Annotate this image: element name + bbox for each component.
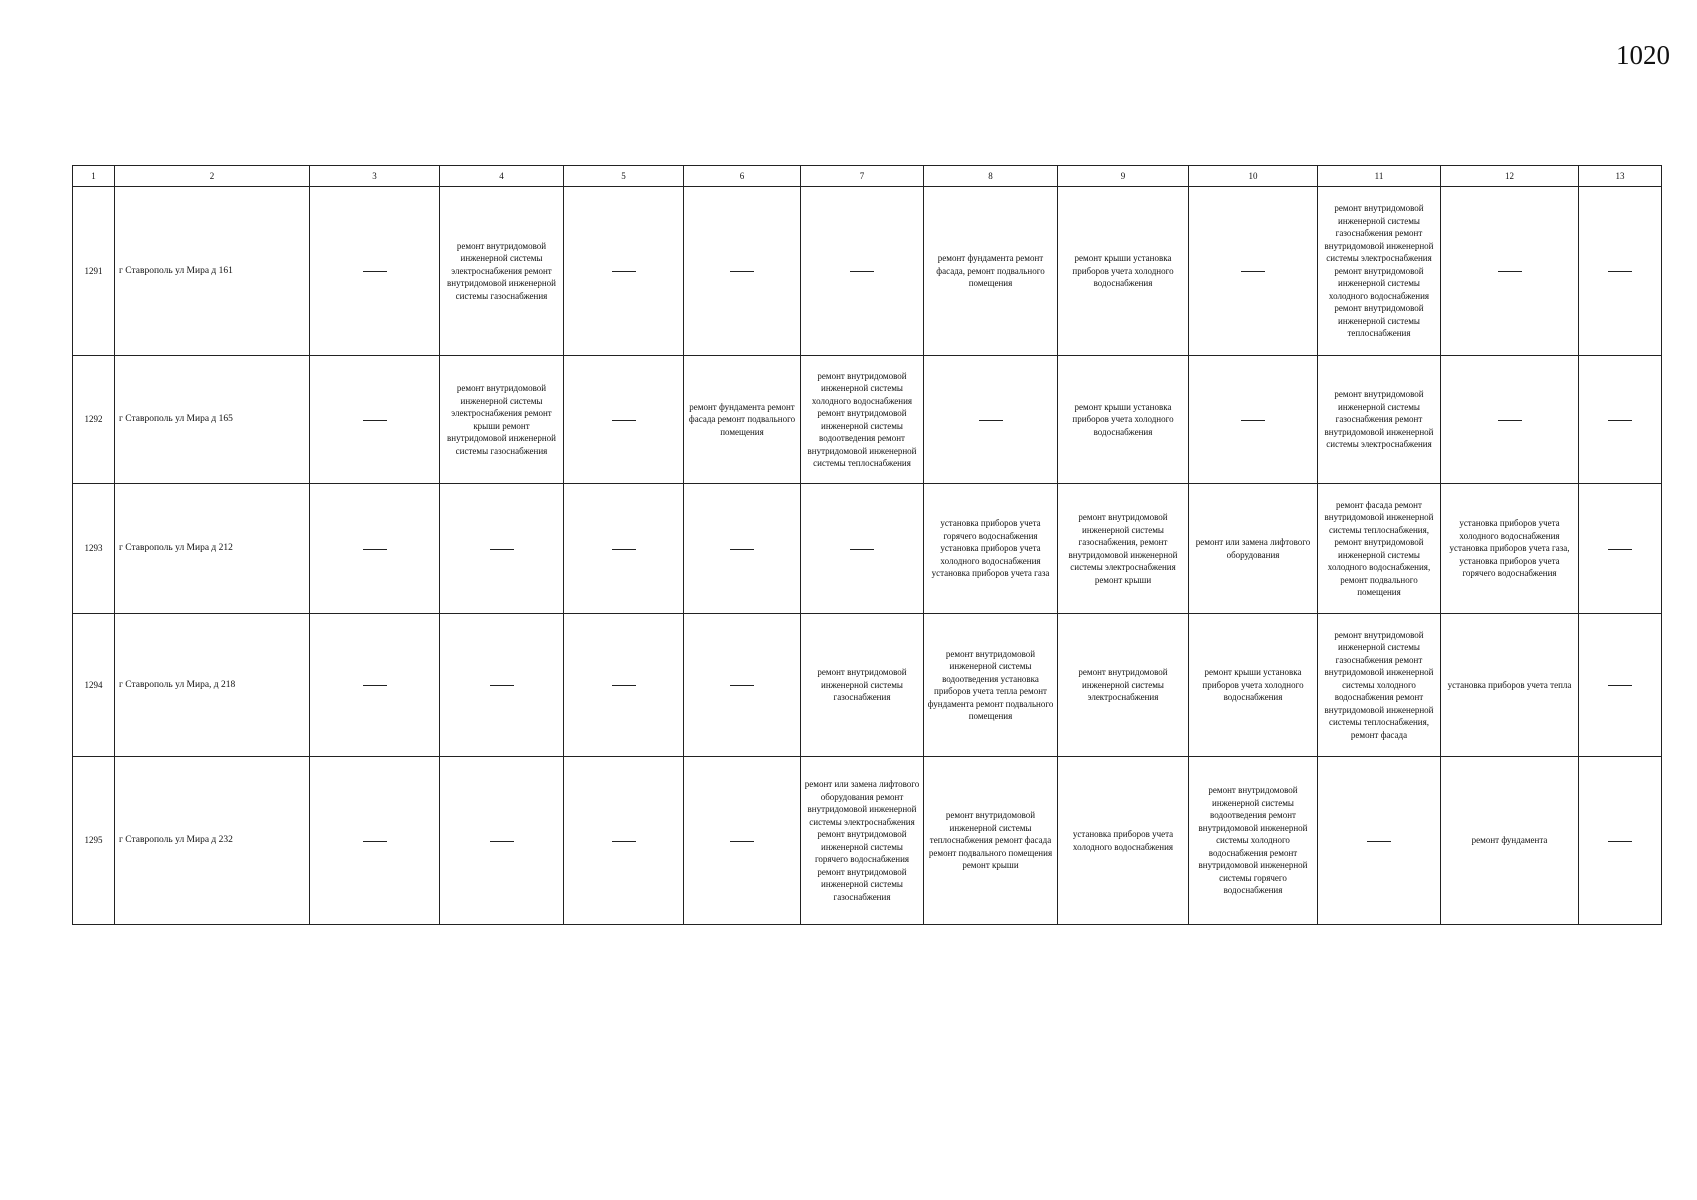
- empty-dash: [1367, 841, 1391, 842]
- empty-dash: [612, 841, 636, 842]
- cell-col-12: установка приборов учета холодного водоснабжения установка приборов учета газа, установка приборов учета горячего водоснабжения: [1441, 484, 1579, 614]
- cell-col-13: [1579, 757, 1662, 925]
- cell-col-12: ремонт фундамента: [1441, 757, 1579, 925]
- cell-col-12: [1441, 356, 1579, 484]
- column-header: 9: [1058, 166, 1189, 187]
- cell-col-8: ремонт внутридомовой инженерной системы водоотведения установка приборов учета тепла ремонт фундамента ремонт подвального помещения: [924, 614, 1058, 757]
- cell-col-4: ремонт внутридомовой инженерной системы электроснабжения ремонт крыши ремонт внутридомовой инженерной системы газоснабжения: [440, 356, 564, 484]
- cell-col-5: [564, 614, 684, 757]
- cell-col-9: ремонт внутридомовой инженерной системы газоснабжения, ремонт внутридомовой инженерной системы электроснабжения ремонт крыши: [1058, 484, 1189, 614]
- cell-col-11: ремонт внутридомовой инженерной системы газоснабжения ремонт внутридомовой инженерной системы электроснабжения ремонт внутридомовой инженерной системы холодного водоснабжения ремонт внутридомовой инженерной системы теплоснабжения: [1318, 187, 1441, 356]
- cell-col-6: [684, 614, 801, 757]
- cell-col-10: ремонт внутридомовой инженерной системы водоотведения ремонт внутридомовой инженерной системы холодного водоснабжения ремонт внутридомовой инженерной системы горячего водоснабжения: [1189, 757, 1318, 925]
- page-number: 1020: [1616, 40, 1670, 70]
- cell-col-8: ремонт внутридомовой инженерной системы теплоснабжения ремонт фасада ремонт подвального помещения ремонт крыши: [924, 757, 1058, 925]
- cell-col-7: ремонт внутридомовой инженерной системы холодного водоснабжения ремонт внутридомовой инженерной системы водоотведения ремонт внутридомовой инженерной системы теплоснабжения: [801, 356, 924, 484]
- empty-dash: [1241, 420, 1265, 421]
- cell-col-5: [564, 187, 684, 356]
- repair-schedule-table: [72, 165, 1662, 925]
- cell-col-12: [1441, 187, 1579, 356]
- empty-dash: [1241, 271, 1265, 272]
- empty-dash: [1608, 420, 1632, 421]
- empty-dash: [730, 685, 754, 686]
- empty-dash: [490, 549, 514, 550]
- column-header: 11: [1318, 166, 1441, 187]
- cell-col-4: [440, 614, 564, 757]
- cell-col-4: ремонт внутридомовой инженерной системы электроснабжения ремонт внутридомовой инженерной системы газоснабжения: [440, 187, 564, 356]
- cell-col-4: [440, 757, 564, 925]
- table-row: [73, 614, 1662, 757]
- empty-dash: [363, 549, 387, 550]
- cell-col-5: [564, 356, 684, 484]
- table-row: [73, 484, 1662, 614]
- cell-col-7: [801, 484, 924, 614]
- empty-dash: [730, 841, 754, 842]
- cell-col-6: [684, 484, 801, 614]
- empty-dash: [850, 271, 874, 272]
- column-header: 6: [684, 166, 801, 187]
- row-number: 1291: [73, 187, 115, 356]
- empty-dash: [850, 549, 874, 550]
- cell-col-10: [1189, 187, 1318, 356]
- empty-dash: [612, 549, 636, 550]
- cell-col-3: [310, 484, 440, 614]
- cell-col-13: [1579, 356, 1662, 484]
- cell-col-13: [1579, 187, 1662, 356]
- empty-dash: [490, 685, 514, 686]
- column-header: 1: [73, 166, 115, 187]
- cell-col-6: [684, 757, 801, 925]
- cell-col-8: [924, 356, 1058, 484]
- empty-dash: [1608, 271, 1632, 272]
- empty-dash: [363, 271, 387, 272]
- cell-col-9: установка приборов учета холодного водоснабжения: [1058, 757, 1189, 925]
- cell-col-11: ремонт фасада ремонт внутридомовой инженерной системы теплоснабжения, ремонт внутридомовой инженерной системы холодного водоснабжения, ремонт подвального помещения: [1318, 484, 1441, 614]
- cell-col-11: ремонт внутридомовой инженерной системы газоснабжения ремонт внутридомовой инженерной системы холодного водоснабжения ремонт внутридомовой инженерной системы теплоснабжения, ремонт фасада: [1318, 614, 1441, 757]
- column-header: 10: [1189, 166, 1318, 187]
- cell-col-9: ремонт крыши установка приборов учета холодного водоснабжения: [1058, 356, 1189, 484]
- cell-col-10: [1189, 356, 1318, 484]
- empty-dash: [730, 271, 754, 272]
- cell-col-8: ремонт фундамента ремонт фасада, ремонт подвального помещения: [924, 187, 1058, 356]
- empty-dash: [490, 841, 514, 842]
- address-cell: г Ставрополь ул Мира, д 218: [115, 614, 310, 757]
- column-header: 5: [564, 166, 684, 187]
- address-cell: г Ставрополь ул Мира д 232: [115, 757, 310, 925]
- cell-col-3: [310, 614, 440, 757]
- cell-col-7: ремонт или замена лифтового оборудования ремонт внутридомовой инженерной системы электроснабжения ремонт внутридомовой инженерной системы горячего водоснабжения ремонт внутридомовой инженерной системы газоснабжения: [801, 757, 924, 925]
- column-header: 7: [801, 166, 924, 187]
- address-cell: г Ставрополь ул Мира д 212: [115, 484, 310, 614]
- row-number: 1295: [73, 757, 115, 925]
- cell-col-4: [440, 484, 564, 614]
- cell-col-12: установка приборов учета тепла: [1441, 614, 1579, 757]
- cell-col-3: [310, 757, 440, 925]
- address-cell: г Ставрополь ул Мира д 165: [115, 356, 310, 484]
- column-number-header-row: [73, 166, 1662, 187]
- column-header: 12: [1441, 166, 1579, 187]
- empty-dash: [979, 420, 1003, 421]
- empty-dash: [1498, 420, 1522, 421]
- cell-col-10: ремонт крыши установка приборов учета холодного водоснабжения: [1189, 614, 1318, 757]
- empty-dash: [363, 420, 387, 421]
- column-header: 8: [924, 166, 1058, 187]
- row-number: 1294: [73, 614, 115, 757]
- column-header: 13: [1579, 166, 1662, 187]
- empty-dash: [1608, 549, 1632, 550]
- empty-dash: [612, 271, 636, 272]
- cell-col-9: ремонт внутридомовой инженерной системы электроснабжения: [1058, 614, 1189, 757]
- empty-dash: [363, 685, 387, 686]
- cell-col-6: [684, 187, 801, 356]
- row-number: 1293: [73, 484, 115, 614]
- empty-dash: [612, 420, 636, 421]
- empty-dash: [1498, 271, 1522, 272]
- empty-dash: [612, 685, 636, 686]
- cell-col-9: ремонт крыши установка приборов учета холодного водоснабжения: [1058, 187, 1189, 356]
- cell-col-11: [1318, 757, 1441, 925]
- cell-col-13: [1579, 614, 1662, 757]
- empty-dash: [363, 841, 387, 842]
- table-row: [73, 356, 1662, 484]
- column-header: 3: [310, 166, 440, 187]
- column-header: 4: [440, 166, 564, 187]
- cell-col-10: ремонт или замена лифтового оборудования: [1189, 484, 1318, 614]
- empty-dash: [1608, 841, 1632, 842]
- cell-col-6: ремонт фундамента ремонт фасада ремонт подвального помещения: [684, 356, 801, 484]
- cell-col-13: [1579, 484, 1662, 614]
- cell-col-7: ремонт внутридомовой инженерной системы газоснабжения: [801, 614, 924, 757]
- cell-col-3: [310, 187, 440, 356]
- column-header: 2: [115, 166, 310, 187]
- empty-dash: [730, 549, 754, 550]
- empty-dash: [1608, 685, 1632, 686]
- table-row: [73, 757, 1662, 925]
- cell-col-3: [310, 356, 440, 484]
- cell-col-11: ремонт внутридомовой инженерной системы газоснабжения ремонт внутридомовой инженерной системы электроснабжения: [1318, 356, 1441, 484]
- address-cell: г Ставрополь ул Мира д 161: [115, 187, 310, 356]
- cell-col-8: установка приборов учета горячего водоснабжения установка приборов учета холодного водоснабжения установка приборов учета газа: [924, 484, 1058, 614]
- cell-col-5: [564, 757, 684, 925]
- row-number: 1292: [73, 356, 115, 484]
- cell-col-7: [801, 187, 924, 356]
- cell-col-5: [564, 484, 684, 614]
- table-row: [73, 187, 1662, 356]
